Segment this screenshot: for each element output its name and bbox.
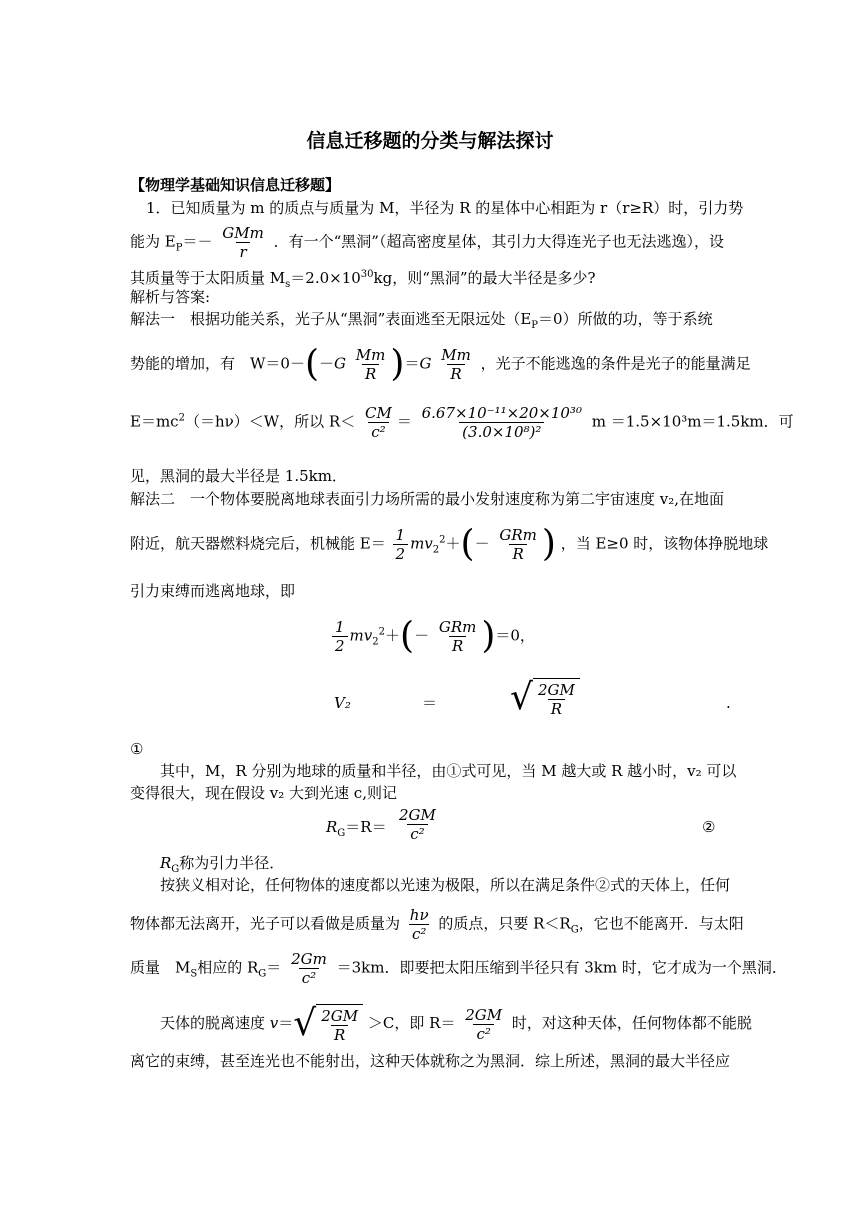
equation-marker-1: ①	[130, 740, 144, 758]
para1-line-1: 其中，M，R 分别为地球的质量和半径，由①式可见，当 M 越大或 R 越小时，v₂ 可以	[160, 762, 737, 780]
fraction: $\frac{2Gm}{\text{c²}}$	[291, 950, 327, 987]
method1-line-4: 见，黑洞的最大半径是 1.5km．	[130, 467, 347, 485]
fraction: $\frac{\text{GRm}}{R}$	[499, 526, 537, 563]
fraction: $\frac{\text{6.67×10⁻¹¹×20×10³⁰}}{\text{(3.0×10⁸)²}}$	[421, 404, 582, 441]
para2-line-2: 物体都无法离开，光子可以看做是质量为 $\frac{h\nu}{\text{c²}}$ 的质点，只要 $R<R_G$，它也不能离开．与太阳	[130, 906, 744, 943]
document-page: 信息迁移题的分类与解法探讨 【物理学基础知识信息迁移题】 1．已知质量为 m 的质点与质量为 M，半径为 R 的星体中心相距为 r（r≥R）时，引力势 能为 $E_P=-$ $\frac{\text{GMm}}{r}$ ．有一个“黑洞”（超高密度星体，其引力大得连光子也无法逃逸），设 其质量等于太阳质量 $M_s=2.0\times 10^{30}kg$，则“黑洞”的最大半径是多少? 解析与答案: 解法一 根据功能关系，光子从“黑洞”表面逃至无限远处$(E_P=0)$所做的功，等于系统 势能的增加，有 W＝0－(－G $\frac{Mm}{R}$ )＝G $\frac{Mm}{R}$ ，光子不能逃逸的条件是光子的能量满足 $E=mc^2(=h\nu)<W$，所以 R＜ $\frac{CM}{\text{c²}}$ ＝ $\frac{\text{6.67×10⁻¹¹×20×10³⁰}}{\text{(3.0×10⁸)²}}$ m ＝1.5×10³m＝1.5km．可 见，黑洞的最大半径是 1.5km． 解法二 一个物体要脱离地球表面引力场所需的最小发射速度称为第二宇宙速度 v₂,在地面 附近，航天器燃料烧完后，机械能 E＝ $\frac{1}{2}$ $mv_2^2+(-$ $\frac{\text{GRm}}{R}$ ) ，当 E≥0 时，该物体挣脱地球 引力束缚而逃离地球，即 $\frac{1}{2}$ $mv_2^2+(-$ $\frac{\text{GRm}}{R}$ )＝0， V₂ ＝ √ $\frac{2GM}{R}$ . ① 其中，M，R 分别为地球的质量和半径，由①式可见，当 M 越大或 R 越小时，v₂ 可以 变得很大，现在假设 v₂ 大到光速 c,则记 $R_G=R=$ $\frac{2GM}{\text{c²}}$ ② $R_G$称为引力半径． 按狭义相对论，任何物体的速度都以光速为极限，所以在满足条件②式的天体上，任何 物体都无法离开，光子可以看做是质量为 $\frac{h\nu}{\text{c²}}$ 的质点，只要 $R<R_G$，它也不能离开．与太阳 质量 $M_S$相应的 $R_G=$ $\frac{2Gm}{\text{c²}}$ ＝3km．即要把太阳压缩到半径只有 3km 时，它才成为一个黑洞． 天体的脱离速度 v＝ √ $\frac{2GM}{R}$ ＞C，即 R＝ $\frac{2GM}{\text{c²}}$ 时，对这种天体，任何物体都不能脱 离它的束缚，甚至连光也不能射出，这种天体就称之为黑洞．综上所述，黑洞的最大半径应	[0, 0, 860, 1216]
fraction: $\frac{Mm}{R}$	[355, 346, 386, 383]
escape-equation: $\frac{1}{2}$ $mv_2^2+(-$ $\frac{\text{GRm}}{R}$ )＝0，	[130, 618, 860, 655]
fraction: $\frac{Mm}{R}$	[441, 346, 471, 383]
problem-line-3: 其质量等于太阳质量 $M_s=2.0\times 10^{30}kg$，则“黑洞”的最大半径是多少?	[130, 269, 596, 290]
fraction: $\frac{2GM}{\text{c²}}$	[465, 1005, 503, 1043]
answer-label: 解析与答案:	[130, 288, 211, 306]
section-heading: 【物理学基础知识信息迁移题】	[130, 176, 341, 194]
page-title: 信息迁移题的分类与解法探讨	[306, 130, 554, 152]
para1-line-2: 变得很大，现在假设 v₂ 大到光速 c,则记	[130, 784, 397, 802]
fraction: $\frac{\text{GMm}}{r}$	[222, 224, 264, 261]
method2-line-2: 附近，航天器燃料烧完后，机械能 E＝ $\frac{1}{2}$ $mv_2^2+(-$ $\frac{\text{GRm}}{R}$ ) ，当 E≥0 时，该物体挣脱地球	[130, 523, 769, 565]
fraction: $\frac{\text{GRm}}{R}$	[438, 618, 477, 655]
fraction: $\frac{h\nu}{\text{c²}}$	[409, 906, 429, 943]
para2-line-1: 按狭义相对论，任何物体的速度都以光速为极限，所以在满足条件②式的天体上，任何	[160, 876, 731, 894]
fraction: $\frac{CM}{\text{c²}}$	[365, 404, 392, 441]
rg-name: $R_G$称为引力半径．	[160, 854, 285, 875]
problem-line-1: 1．已知质量为 m 的质点与质量为 M，半径为 R 的星体中心相距为 r（r≥R）时，引力势	[146, 199, 744, 217]
method1-line-3: $E=mc^2(=h\nu)<W$，所以 R＜ $\frac{CM}{\text{c²}}$ ＝ $\frac{\text{6.67×10⁻¹¹×20×10³⁰}}{\text{(3.0×10⁸)²}}$ m ＝1.5×10³m＝1.5km．可	[130, 404, 794, 441]
method2-line-1: 解法二 一个物体要脱离地球表面引力场所需的最小发射速度称为第二宇宙速度 v₂,在地面	[130, 490, 725, 508]
para3-line-1: 天体的脱离速度 v＝ √ $\frac{2GM}{R}$ ＞C，即 R＝ $\frac{2GM}{\text{c²}}$ 时，对这种天体，任何物体都不能脱	[160, 1003, 752, 1044]
para3-line-2: 离它的束缚，甚至连光也不能射出，这种天体就称之为黑洞．综上所述，黑洞的最大半径应	[130, 1052, 731, 1070]
method2-line-3: 引力束缚而逃离地球，即	[130, 582, 296, 600]
problem-line-2: 能为 $E_P=-$ $\frac{\text{GMm}}{r}$ ．有一个“黑洞”（超高密度星体，其引力大得连光子也无法逃逸），设	[130, 224, 724, 261]
para2-line-3: 质量 $M_S$相应的 $R_G=$ $\frac{2Gm}{\text{c²}}$ ＝3km．即要把太阳压缩到半径只有 3km 时，它才成为一个黑洞．	[130, 950, 787, 987]
method1-line-2: 势能的增加，有 W＝0－(－G $\frac{Mm}{R}$ )＝G $\frac{Mm}{R}$ ，光子不能逃逸的条件是光子的能量满足	[130, 343, 751, 385]
method1-line-1: 解法一 根据功能关系，光子从“黑洞”表面逃至无限远处$(E_P=0)$所做的功，等于系统	[130, 310, 713, 331]
